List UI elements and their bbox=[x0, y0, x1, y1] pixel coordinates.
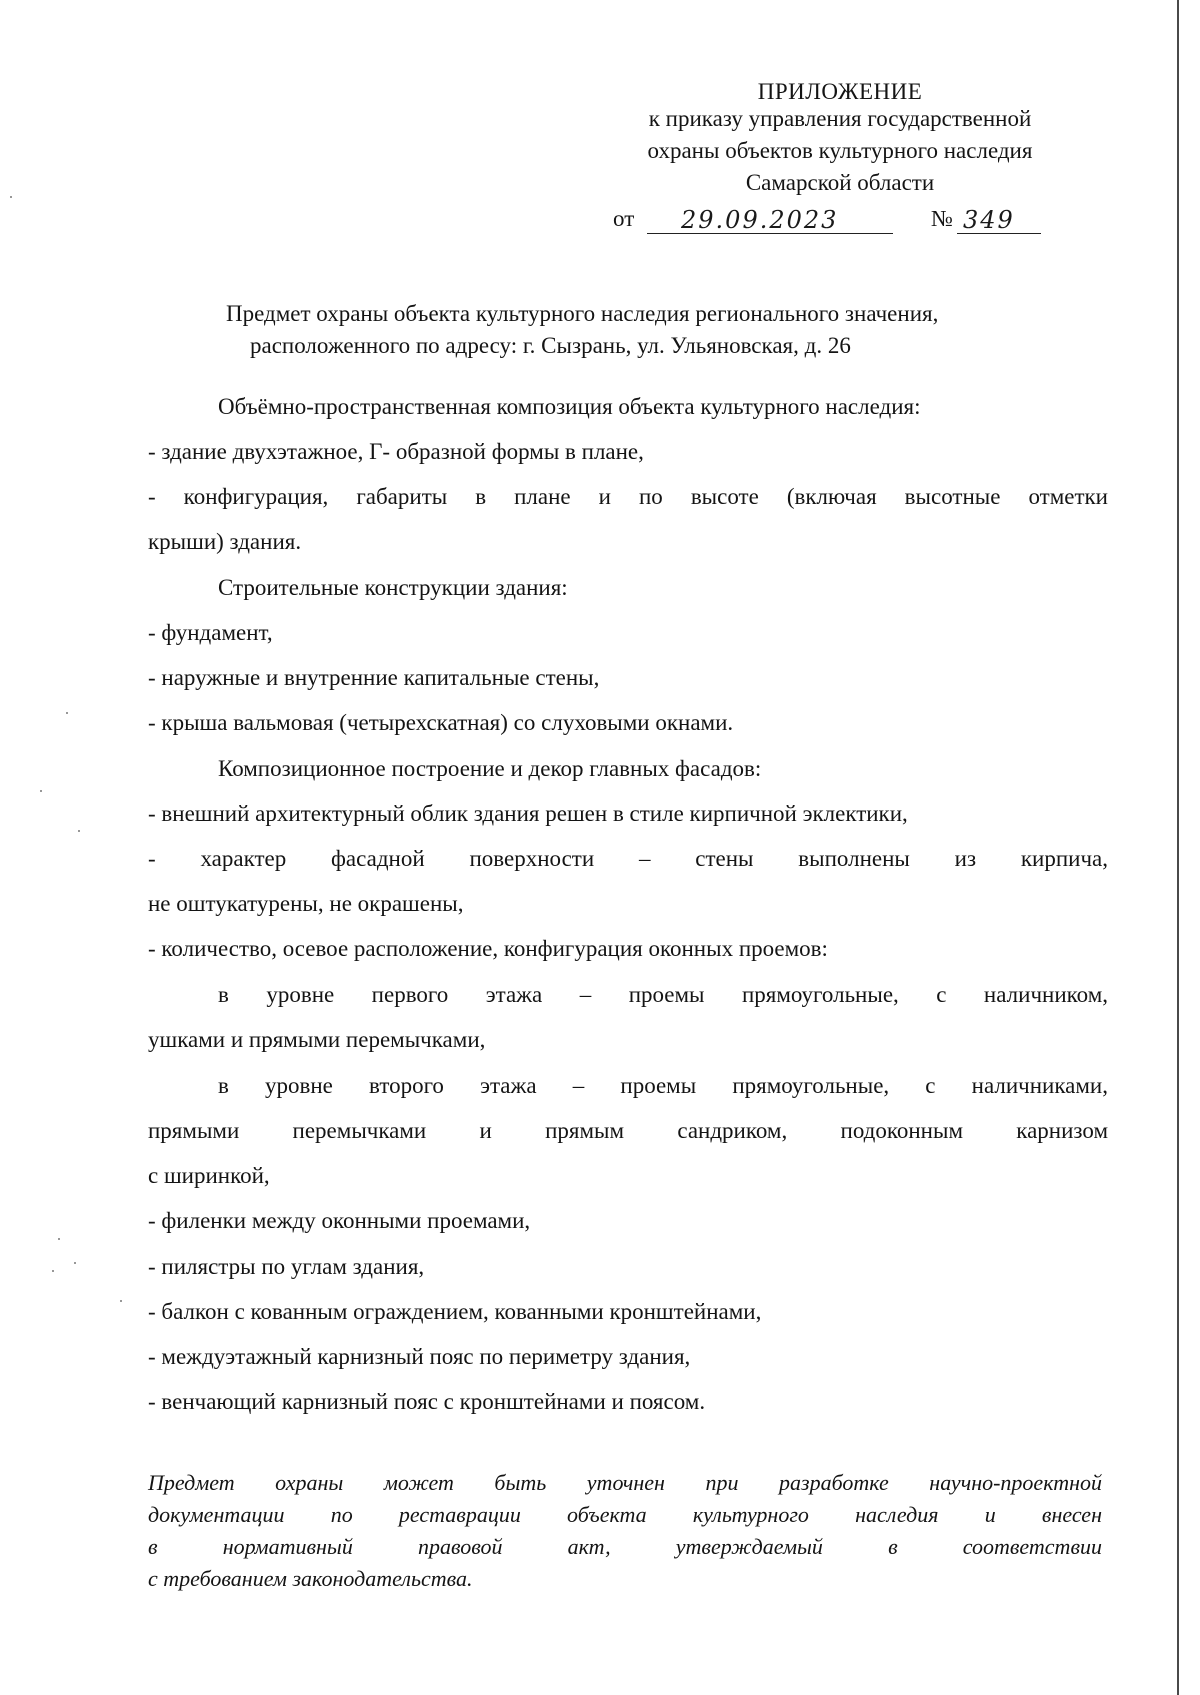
scan-speck bbox=[52, 1270, 54, 1272]
document-subject bbox=[140, 298, 1140, 362]
list-item: - количество, осевое расположение, конфигурация оконных проемов: bbox=[148, 936, 828, 961]
list-item-continuation: не оштукатурены, не окрашены, bbox=[148, 891, 464, 916]
list-item-continuation: крыши) здания. bbox=[148, 529, 302, 554]
list-item: - внешний архитектурный облик здания решен в стиле кирпичной эклектики, bbox=[148, 801, 908, 826]
list-item: - здание двухэтажное, Г- образной формы в плане, bbox=[148, 439, 644, 464]
scan-speck bbox=[10, 196, 12, 198]
note-line-2: документации по реставрации объекта культурного наследия и внесен bbox=[148, 1502, 1102, 1527]
order-line-1: к приказу управления государственной bbox=[648, 106, 1032, 131]
window-level-2-continuation: с ширинкой, bbox=[148, 1163, 270, 1188]
handwritten-date: 29.09.2023 bbox=[681, 206, 839, 234]
list-item: - конфигурация, габариты в плане и по высоте (включая высотные отметки bbox=[148, 484, 1108, 509]
handwritten-number: 349 bbox=[963, 206, 1015, 234]
paragraph-volume-heading: Объёмно-пространственная композиция объекта культурного наследия: bbox=[218, 394, 921, 419]
list-item: - пилястры по углам здания, bbox=[148, 1254, 425, 1279]
window-level-2: в уровне второго этажа – проемы прямоугольные, с наличниками, bbox=[218, 1073, 1108, 1098]
note-line-1: Предмет охраны может быть уточнен при разработке научно-проектной bbox=[148, 1470, 1102, 1495]
scan-edge bbox=[1177, 0, 1179, 1695]
paragraph-facade-heading: Композиционное построение и декор главных фасадов: bbox=[218, 756, 762, 781]
list-item: - филенки между оконными проемами, bbox=[148, 1208, 531, 1233]
subject-line-1: Предмет охраны объекта культурного наследия регионального значения, bbox=[226, 301, 939, 326]
note-line-4: с требованием законодательства. bbox=[148, 1566, 473, 1591]
order-date-number bbox=[613, 206, 1083, 240]
list-item: - венчающий карнизный пояс с кронштейнами и поясом. bbox=[148, 1389, 706, 1414]
list-item: - характер фасадной поверхности – стены выполнены из кирпича, bbox=[148, 846, 1108, 871]
scan-speck bbox=[66, 712, 68, 714]
window-level-1-continuation: ушками и прямыми перемычками, bbox=[148, 1027, 486, 1052]
paragraph-structures-heading: Строительные конструкции здания: bbox=[218, 575, 568, 600]
scan-speck bbox=[78, 830, 80, 832]
clarification-note bbox=[148, 1467, 1102, 1595]
scan-speck bbox=[40, 790, 42, 792]
number-label: № bbox=[931, 206, 953, 231]
appendix-reference bbox=[600, 103, 1080, 199]
from-label: от bbox=[613, 206, 635, 231]
subject-line-2: расположенного по адресу: г. Сызрань, ул. Ульяновская, д. 26 bbox=[250, 333, 851, 358]
list-item: - междуэтажный карнизный пояс по периметру здания, bbox=[148, 1344, 691, 1369]
scan-speck bbox=[74, 1262, 76, 1264]
list-item: - крыша вальмовая (четырехскатная) со слуховыми окнами. bbox=[148, 710, 734, 735]
list-item: - балкон с кованным ограждением, кованными кронштейнами, bbox=[148, 1299, 762, 1324]
list-item: - фундамент, bbox=[148, 620, 273, 645]
scan-speck bbox=[58, 1238, 60, 1240]
order-line-2: охраны объектов культурного наследия bbox=[647, 138, 1033, 163]
appendix-title: ПРИЛОЖЕНИЕ bbox=[757, 79, 923, 104]
window-level-2-continuation: прямыми перемычками и прямым сандриком, подоконным карнизом bbox=[148, 1118, 1108, 1143]
scan-speck bbox=[120, 1300, 122, 1302]
list-item: - наружные и внутренние капитальные стены, bbox=[148, 665, 600, 690]
order-line-3: Самарской области bbox=[745, 170, 935, 195]
note-line-3: в нормативный правовой акт, утверждаемый в соответствии bbox=[148, 1534, 1102, 1559]
window-level-1: в уровне первого этажа – проемы прямоугольные, с наличником, bbox=[218, 982, 1108, 1007]
